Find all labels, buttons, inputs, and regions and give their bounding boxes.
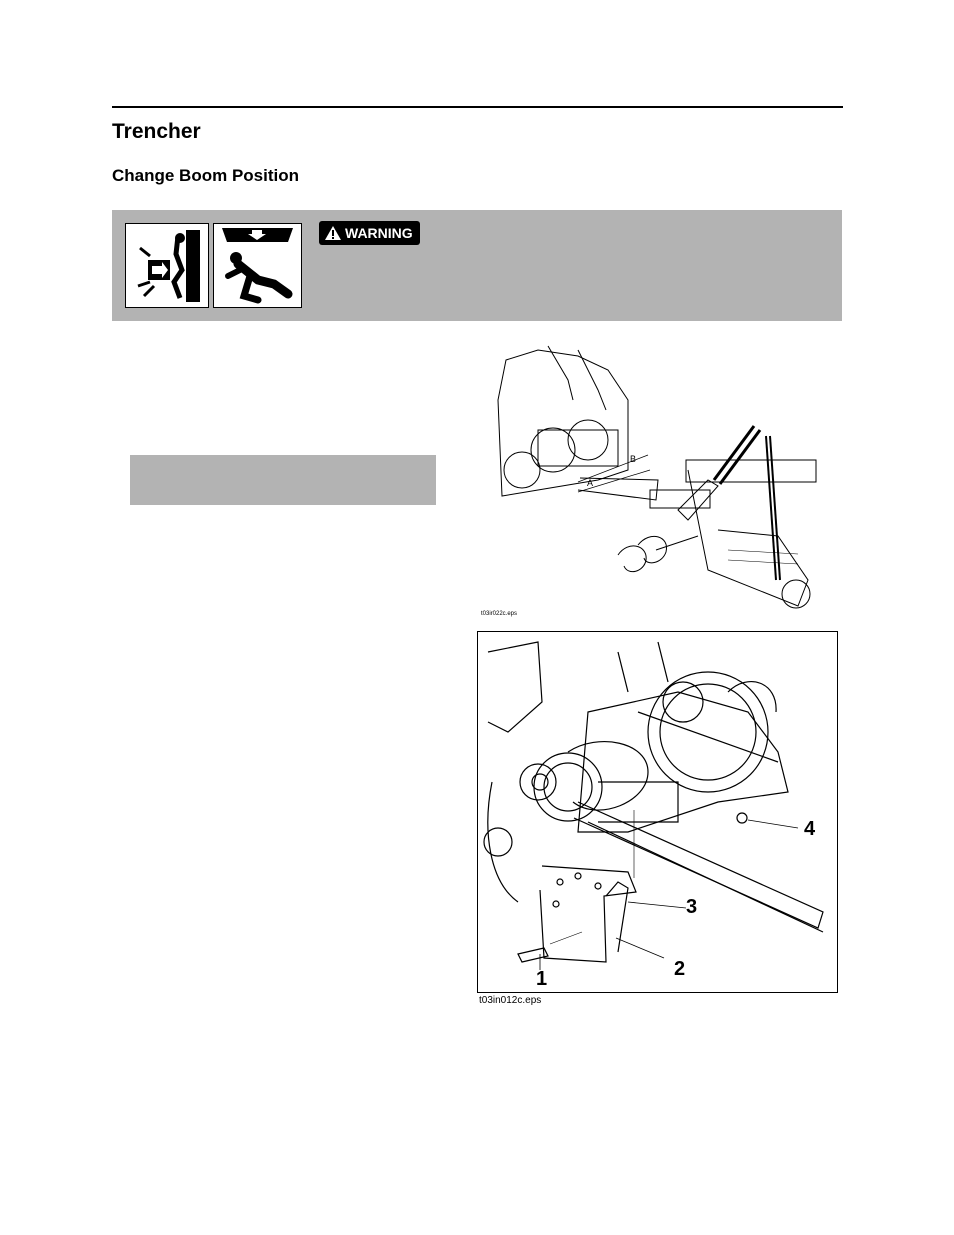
figure-caption: t03ir022c.eps — [481, 611, 518, 617]
figure-label-b: B — [630, 454, 637, 464]
callout-4: 4 — [804, 818, 816, 840]
bracket-detail-figure — [477, 631, 838, 993]
boom-removal-figure — [478, 340, 840, 610]
figure-caption: t03in012c.eps — [479, 995, 542, 1006]
warning-box — [112, 210, 842, 321]
warning-badge — [319, 221, 420, 245]
note-box — [130, 455, 436, 505]
warning-signal-word: WARNING — [345, 225, 413, 241]
page-title: Trencher — [112, 120, 201, 143]
alert-triangle-icon — [324, 225, 342, 241]
section-subtitle: Change Boom Position — [112, 166, 299, 185]
falling-load-icon — [213, 223, 302, 308]
figure-label-a: A — [587, 478, 594, 488]
callout-1: 1 — [536, 968, 548, 990]
callout-3: 3 — [686, 896, 698, 918]
crush-hazard-icon — [125, 223, 209, 308]
header-rule — [112, 106, 843, 108]
callout-2: 2 — [674, 958, 686, 980]
